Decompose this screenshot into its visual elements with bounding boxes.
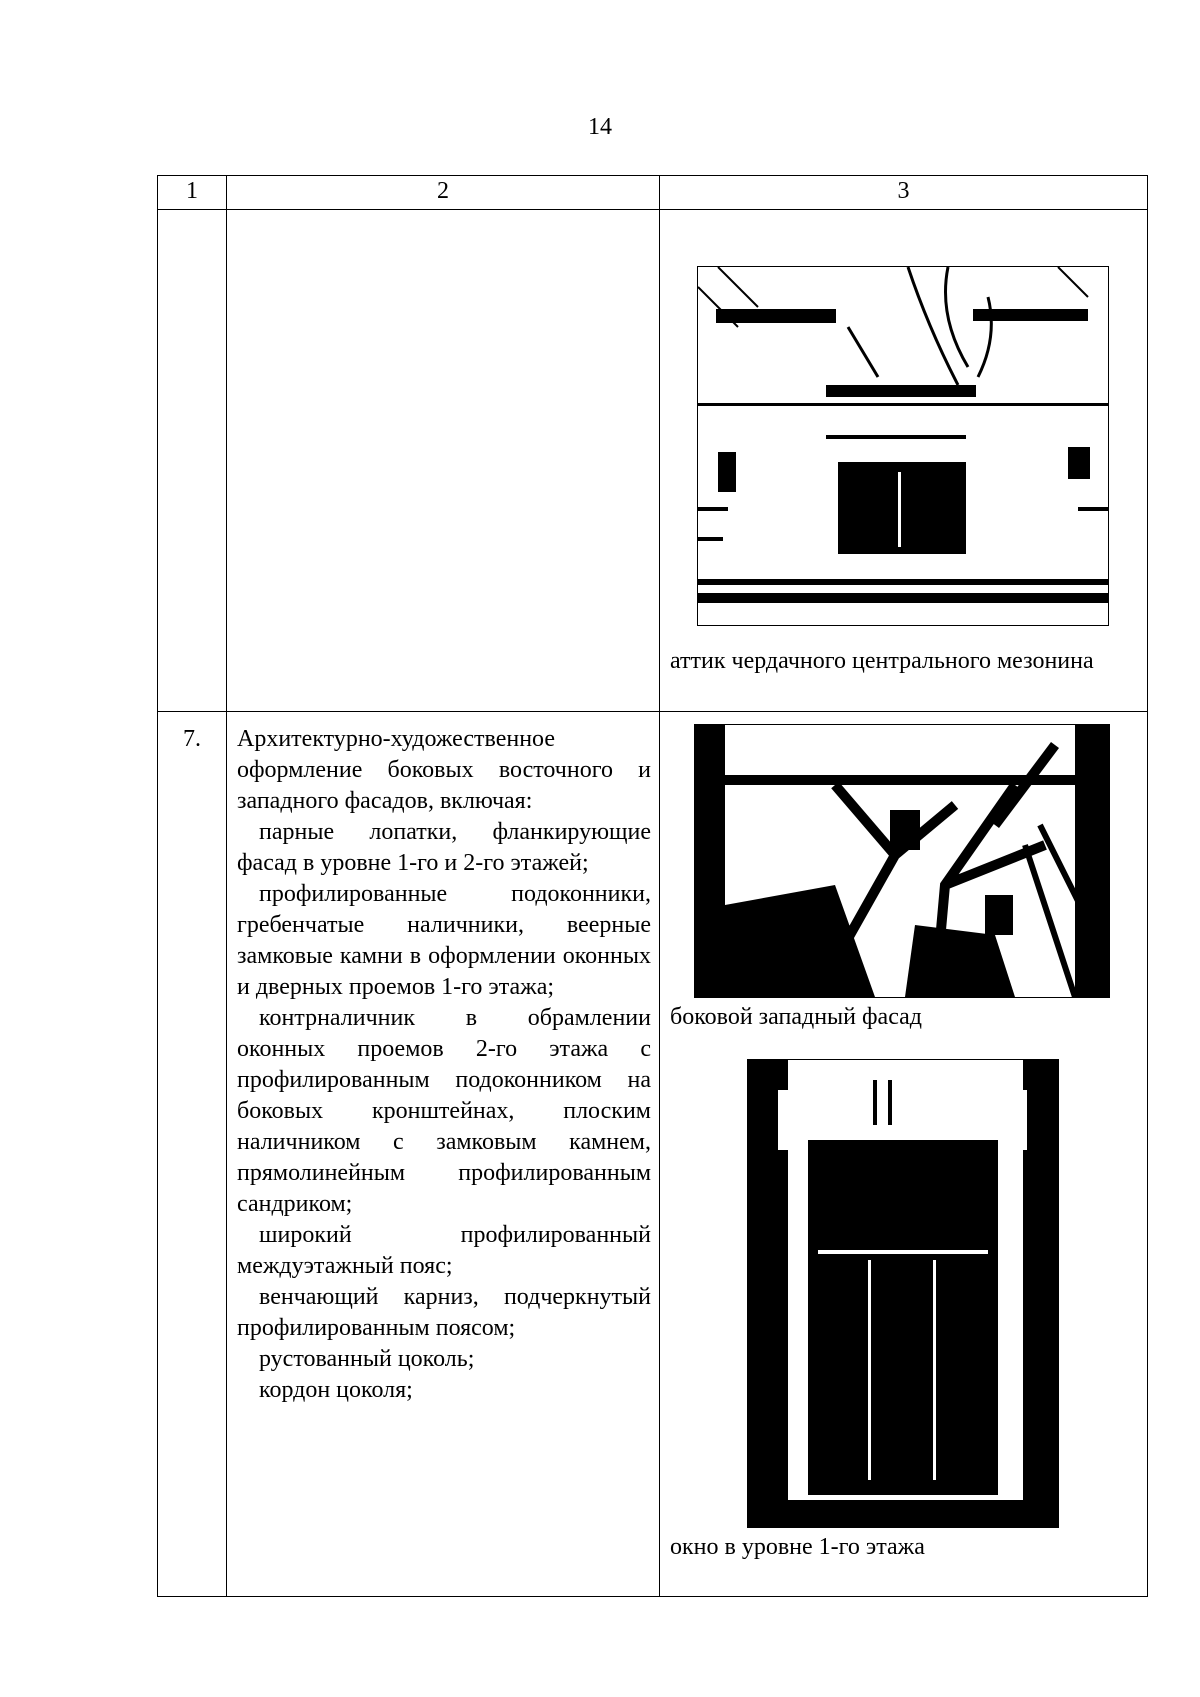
photo-first-floor-window [747,1059,1059,1528]
feature-item: рустованный цоколь; [259,1346,475,1372]
header-col-2: 2 [227,176,660,210]
caption-attic: аттик чердачного центрального мезонина [670,648,1094,674]
row-description [227,712,660,1597]
photo-attic-mezzanine [697,266,1109,626]
monument-features-table [157,175,1148,1597]
table-row-continued [158,210,1148,712]
feature-item: широкий профилированный междуэтажный пояс; [237,1222,651,1279]
feature-item: профилированные подоконники, гребенчатые наличники, веерные замковые камни в оформлении оконных и дверных проемов 1-го этажа; [237,881,651,1000]
table-header-row [158,176,1148,210]
feature-item: парные лопатки, фланкирующие фасад в уровне 1-го и 2-го этажей; [237,819,651,876]
cell-description-empty [227,210,660,712]
photo-west-facade [694,724,1110,998]
row-number: 7. [158,712,227,1597]
header-col-3: 3 [660,176,1148,210]
description-intro: Архитектурно-художественное оформление боковых восточного и западного фасадов, включая: [237,726,651,814]
cell-number-empty [158,210,227,712]
header-col-1: 1 [158,176,227,210]
cell-photo [660,210,1148,712]
feature-item: венчающий карниз, подчеркнутый профилированным поясом; [237,1284,651,1341]
page-number: 14 [588,114,612,140]
caption-first-floor-window: окно в уровне 1-го этажа [670,1534,925,1560]
caption-west-facade: боковой западный фасад [670,1004,923,1030]
cell-photos [660,712,1148,1597]
table-row-7 [158,712,1148,1597]
feature-item: контрналичник в обрамлении оконных проемов 2-го этажа с профилированным подоконником на боковых кронштейнах, плоским наличником с замковым камнем, прямолинейным профилированным сандриком; [237,1005,651,1217]
feature-item: кордон цоколя; [259,1377,413,1403]
